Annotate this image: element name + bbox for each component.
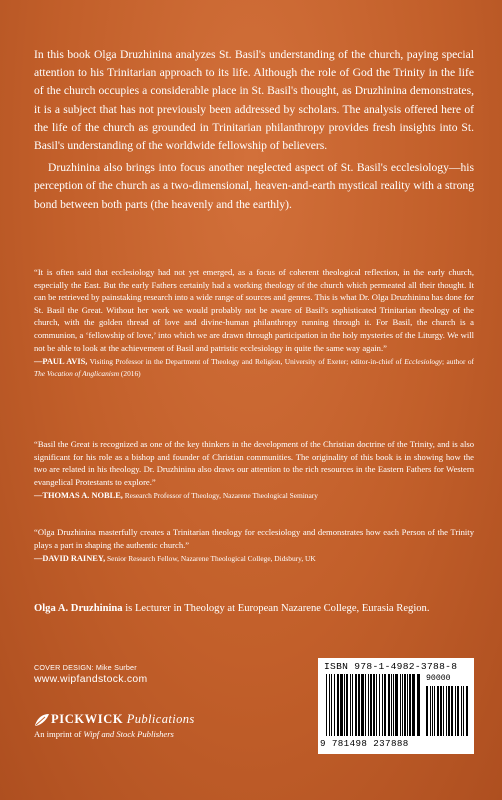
endorser-role: Senior Research Fellow, Nazarene Theological College, Didsbury, UK: [105, 554, 316, 564]
endorser-role-3: (2016): [119, 368, 141, 378]
barcode-addon: 90000: [426, 674, 451, 683]
imprint-name: Wipf and Stock Publishers: [83, 729, 174, 739]
publisher-block: [34, 712, 195, 740]
endorser-role: Visiting Professor in the Department of Theology and Religion, University of Exeter; editor-in-chief of: [87, 357, 405, 367]
publisher-logo: [34, 712, 195, 727]
endorsement-avis: [34, 266, 474, 379]
endorsement-noble: [34, 438, 474, 502]
endorsement-attribution: [34, 490, 474, 501]
endorser-name: —THOMAS A. NOBLE,: [34, 491, 123, 501]
publisher-name-main: PICKWICK: [51, 712, 124, 726]
endorser-role-italic: Ecclesiology: [404, 357, 443, 367]
endorsement-quote: “Basil the Great is recognized as one of the key thinkers in the development of the Christian doctrine of the Trinity, and is also significant for his role as a bishop and founder of Christian communities. The originality of this book is in showing how the two are related in his theology. Dr. Druzhinina also draws our attention to the rich resources in the Eastern Fathers for Western evangelical Protestants to explore.”: [34, 439, 474, 487]
cover-design-credit: COVER DESIGN: Mike Surber: [34, 663, 137, 672]
publisher-imprint: [34, 728, 195, 740]
blurb-paragraph-2: Druzhinina also brings into focus another neglected aspect of St. Basil's ecclesiology—his perception of the church as a two-dimensional, heaven-and-earth mystical reality with a strong bond between both parts (the heavenly and the earthly).: [34, 161, 474, 211]
description-blurb: [34, 46, 474, 214]
blurb-paragraph-1: In this book Olga Druzhinina analyzes St. Basil's understanding of the church, paying special attention to his Trinitarian approach to its life. Although the role of God the Trinity in the life of the church occupies a considerable place in St. Basil's thought, as Druzhinina demonstrates, it is a subject that has not previously been addressed by scholars. The analysis offered here of the life of the church as grounded in Trinitarian philanthropy provides fresh insights into St. Basil's understanding of the worldwide fellowship of believers.: [34, 48, 474, 153]
publisher-name: [51, 712, 195, 727]
ean-number: 9 781498 237888: [320, 738, 409, 749]
barcode-box: [318, 658, 474, 754]
author-bio: [34, 602, 474, 616]
author-name: Olga A. Druzhinina: [34, 603, 123, 614]
endorsement-quote: “It is often said that ecclesiology had not yet emerged, as a focus of coherent theological reflection, in the early church, especially the East. But the early Fathers certainly had a working theology of the church which permeated all their thought. It can be retrieved by painstaking research into a wide range of sources and genres. This is what Dr. Olga Druzhinina has done for St. Basil the Great. Without her work we would probably not be aware of Basil's sophisticated Trinitarian theology of the church, with the golden thread of love and divine-human philanthropy running through it. For Basil, the church is a communion, a ‘fellowship of love,’ into which we are drawn through participation in the holy mysteries of the Liturgy. We will not be able to look at the achievement of Basil and patristic ecclesiology in quite the same way again.”: [34, 267, 474, 353]
endorsement-rainey: [34, 526, 474, 565]
pickwick-leaf-icon: [34, 713, 50, 727]
endorsement-attribution: [34, 553, 474, 564]
endorser-name: —DAVID RAINEY,: [34, 554, 106, 564]
credits: [34, 663, 147, 687]
website-link[interactable]: www.wipfandstock.com: [34, 674, 148, 685]
isbn-label: ISBN 978-1-4982-3788-8: [324, 661, 458, 672]
endorser-role: Research Professor of Theology, Nazarene Theological Seminary: [122, 491, 318, 501]
endorsement-attribution: [34, 356, 474, 379]
endorsement-quote: “Olga Druzhinina masterfully creates a Trinitarian theology for ecclesiology and demonstrates how each Person of the Trinity plays a part in shaping the authentic church.”: [34, 527, 474, 550]
endorser-name: —PAUL AVIS,: [34, 357, 88, 367]
endorser-role-italic-2: The Vocation of Anglicanism: [34, 368, 120, 378]
author-bio-text: is Lecturer in Theology at European Nazarene College, Eurasia Region.: [122, 603, 430, 614]
publisher-name-italic: Publications: [123, 712, 195, 726]
imprint-prefix: An imprint of: [34, 729, 84, 739]
endorser-role-2: ; author of: [442, 357, 474, 367]
